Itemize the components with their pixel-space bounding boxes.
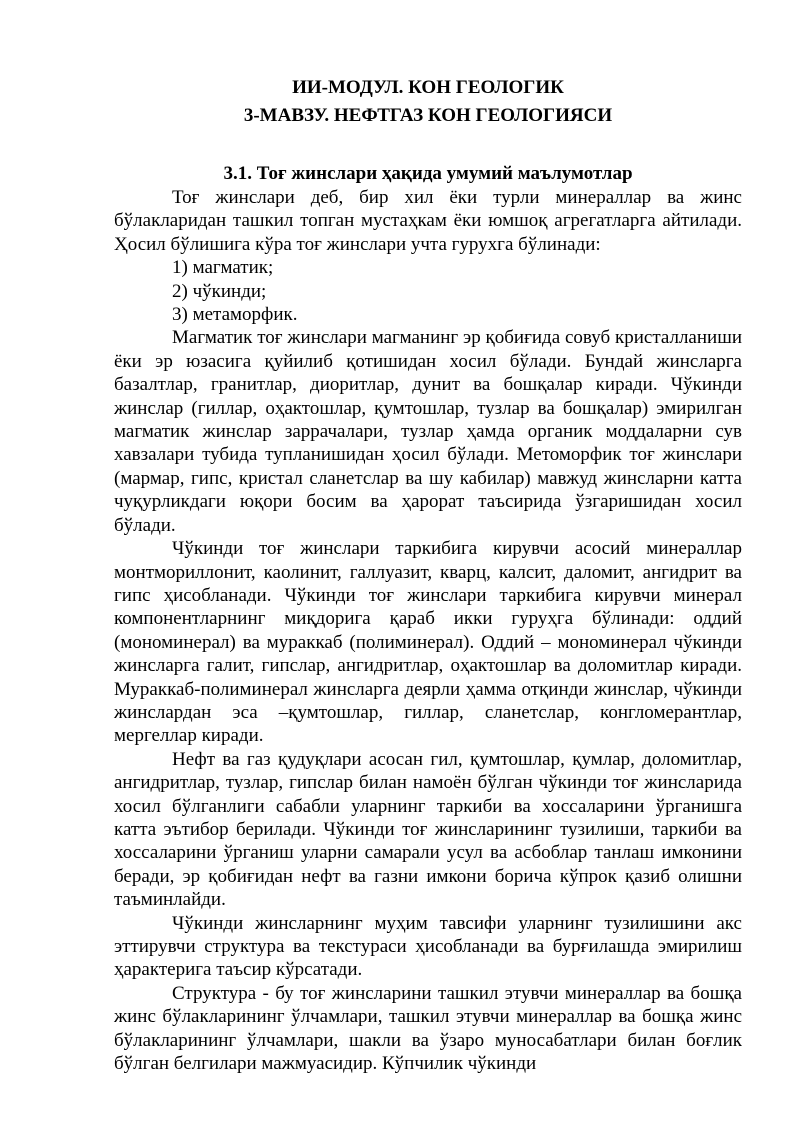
topic-title: 3-МАВЗУ. НЕФТГАЗ КОН ГЕОЛОГИЯСИ [243, 105, 613, 126]
section-title: 3.1. Тоғ жинслари ҳақида умумий маълумотлар [223, 163, 633, 184]
list-item-magmatic: 1) магматик; [172, 257, 274, 279]
list-item-metamorphic: 3) метаморфик. [172, 304, 298, 326]
list-item-sedimentary: 2) чўкинди; [172, 280, 267, 302]
paragraph-minerals: Чўкинди тоғ жинслари таркибига кирувчи асосий минераллар монтмориллонит, каолинит, галлуазит, кварц, калсит, даломит, ангидрит ва гипс ҳисобланади. Чўкинди тоғ жинслари таркибига кирувчи минерал компонентларнинг миқдорига қараб икки гуруҳга бўлинади: оддий (мономинерал) ва мураккаб (полиминерал). Оддий – мономинерал чўкинди жинсларга галит, гипслар, ангидритлар, оҳактошлар ва доломитлар киради. Мураккаб-полиминерал жинсларга деярли ҳамма отқинди жинслар, чўкинди жинслардан эса –қумтошлар, гиллар, сланетслар, конгломерантлар, мергеллар киради. [114, 538, 742, 747]
paragraph-rock-types: Магматик тоғ жинслари магманинг эр қобиғида совуб кристалланиши ёки эр юзасига қуйилиб қотишидан хосил бўлади. Бундай жинсларга базалтлар, гранитлар, диоритлар, дунит ва бошқалар киради. Чўкинди жинслар (гиллар, оҳактошлар, қумтошлар, тузлар ва бошқалар) эмирилган магматик жинслар заррачалари, тузлар ҳамда органик моддаларни сув хавзалари тубида тупланишидан ҳосил бўлади. Метоморфик тоғ жинслари (мармар, гипс, кристал сланетслар ва шу кабилар) мавжуд жинсларни катта чуқурликдаги юқори босим ва ҳарорат таъсирида ўзгаришидан хосил бўлади. [114, 327, 742, 536]
paragraph-structure-texture: Чўкинди жинсларнинг муҳим тавсифи уларнинг тузилишини акс эттирувчи структура ва текстураси ҳисобланади ва бурғилашда эмирилиш ҳарактерига таъсир кўрсатади. [114, 912, 742, 981]
paragraph-structure-definition: Структура - бу тоғ жинсларини ташкил этувчи минераллар ва бошқа жинс бўлакларининг ўлчамлари, ташкил этувчи минераллар ва бошқа жинс бўлакларининг ўлчамлари, шакли ва ўзаро муносабатлари билан боғлик бўлган белгилари мажмуасидир. Кўпчилик чўкинди [114, 982, 742, 1075]
paragraph-intro: Тоғ жинслари деб, бир хил ёки турли минераллар ва жинс бўлакларидан ташкил топган мустаҳкам ёки юмшоқ агрегатларга айтилади. Ҳосил бўлишига кўра тоғ жинслари учта гурухга бўлинади: [114, 187, 742, 255]
paragraph-oil-gas-wells: Нефт ва газ қудуқлари асосан гил, қумтошлар, қумлар, доломитлар, ангидритлар, тузлар, гипслар билан намоён бўлган чўкинди тоғ жинсларида хосил бўлганлиги сабабли уларнинг таркиби ва хоссаларини ўрганишга катта эътибор берилади. Чўкинди тоғ жинсларининг тузилиши, таркиби ва хоссаларини ўрганиш уларни самарали усул ва асбоблар танлаш имконини беради, эр қобиғидан нефт ва газни имкони борича кўпрок қазиб олишни таъминлайди. [114, 748, 742, 911]
document-page [114, 72, 742, 1075]
module-title: ИИ-МОДУЛ. КОН ГЕОЛОГИК [292, 77, 564, 98]
